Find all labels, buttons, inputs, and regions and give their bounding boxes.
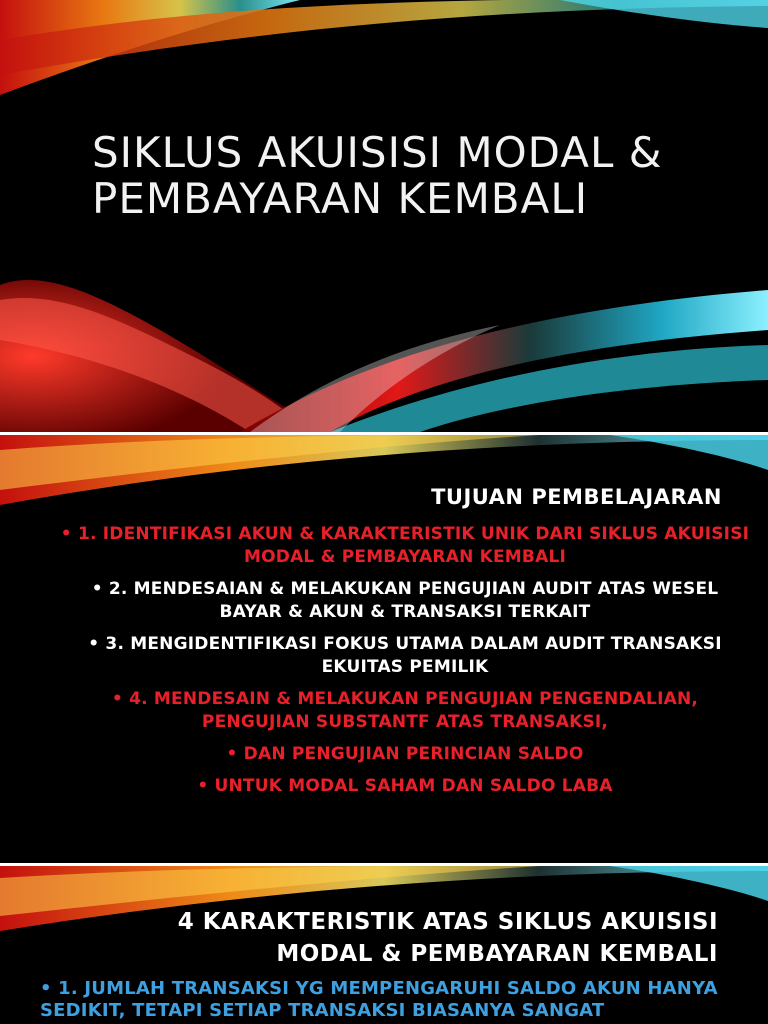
- list-item: • 1. IDENTIFIKASI AKUN & KARAKTERISTIK UNIK DARI SIKLUS AKUISISI MODAL & PEMBAYARAN KEMBALI: [60, 524, 750, 567]
- list-item: • 4. MENDESAIN & MELAKUKAN PENGUJIAN PENGENDALIAN, PENGUJIAN SUBSTANTF ATAS TRANSAKSI,: [111, 689, 699, 732]
- characteristics-list: [40, 978, 740, 1024]
- slide-title: [0, 0, 768, 432]
- decorative-swoosh-graphic: [0, 435, 768, 525]
- slide-characteristics: [0, 866, 768, 1024]
- list-item: • 1. JUMLAH TRANSAKSI YG MEMPENGARUHI SALDO AKUN HANYA SEDIKIT, TETAPI SETIAP TRANSAKSI BIASANYA SANGAT: [40, 978, 718, 1021]
- list-item: • UNTUK MODAL SAHAM DAN SALDO LABA: [197, 776, 613, 796]
- slide-heading: TUJUAN PEMBELAJARAN: [431, 485, 722, 509]
- list-item: • DAN PENGUJIAN PERINCIAN SALDO: [226, 744, 584, 764]
- slide-learning-objectives: [0, 435, 768, 863]
- list-item: • 2. MENDESAIAN & MELAKUKAN PENGUJIAN AUDIT ATAS WESEL BAYAR & AKUN & TRANSAKSI TERKAIT: [91, 579, 719, 622]
- objectives-list: [60, 523, 750, 807]
- list-item: • 3. MENGIDENTIFIKASI FOKUS UTAMA DALAM AUDIT TRANSAKSI EKUITAS PEMILIK: [88, 634, 722, 677]
- slide-title-text: SIKLUS AKUISISI MODAL & PEMBAYARAN KEMBALI: [92, 128, 663, 223]
- slide-heading: 4 KARAKTERISTIK ATAS SIKLUS AKUISISI MODAL & PEMBAYARAN KEMBALI: [177, 909, 718, 967]
